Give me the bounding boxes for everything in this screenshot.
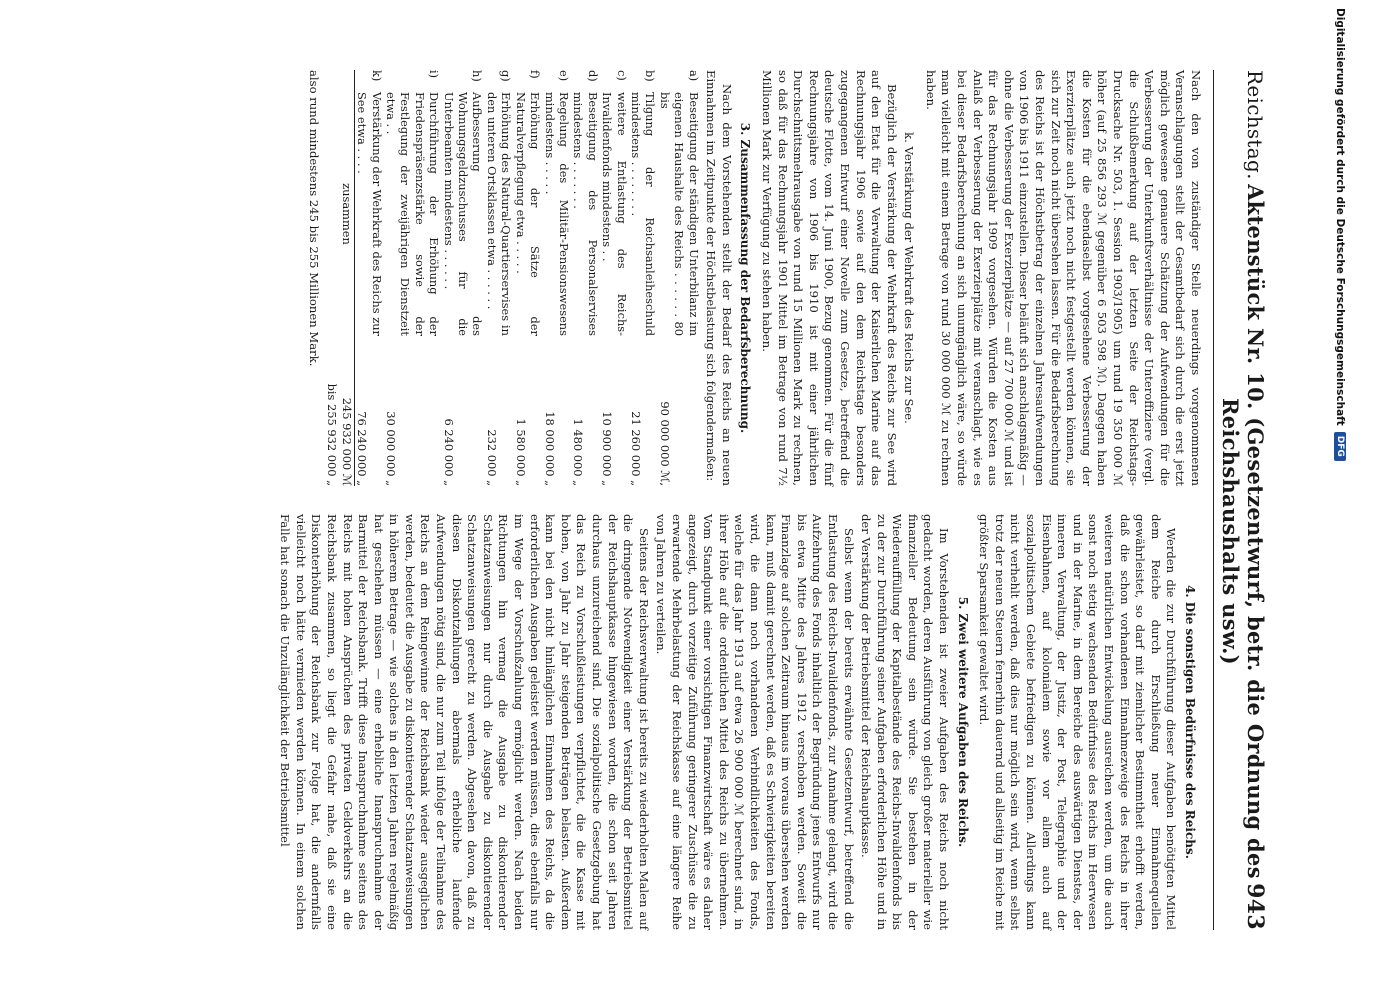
right-column: [275, 514, 1203, 930]
table-row: [354, 70, 383, 486]
item-text: Verstärkung der Wehrkraft des Reichs zur See etwa . . . .: [355, 92, 384, 336]
table-row: [485, 70, 514, 486]
item-label: a): [686, 70, 701, 82]
item-amount: 30 000 000 „: [384, 411, 399, 486]
sum-label: zusammen: [339, 92, 354, 336]
item-label: g): [499, 70, 514, 82]
table-row: [657, 70, 700, 486]
item-label: k): [369, 70, 384, 82]
header-left: Reichstag.: [1243, 70, 1267, 180]
credit-text: Digitalisierung gefördert durch die Deutsche Forschungsgemeinschaft: [1334, 8, 1346, 426]
item-text: weitere Entlastung des Reichs-Invalidenfonds mindestens . .: [600, 92, 629, 336]
table-row: [629, 70, 658, 486]
item-label: c): [614, 70, 629, 81]
sum-row: [339, 70, 354, 486]
item-label: b): [643, 70, 658, 82]
final-sentence: also rund mindestens 245 bis 255 Millionen Mark.: [307, 70, 322, 367]
section-4-title: 4. Die sonstigen Bedürfnisse des Reichs.: [1183, 585, 1197, 859]
page-number: 943: [1242, 883, 1268, 930]
item-amount: 10 900 000 „: [600, 411, 615, 486]
paragraph: Werden die zur Durchführung dieser Aufgaben benötigten Mittel dem Reiche durch Erschließung neuer Einnahmequellen gewährleistet, so darf mit ziemlicher Bestimmtheit erhofft werden, daß die schon vorhandenen Einnahmezweige des Reichs in ihrer weiteren natürlichen Entwickelung ausreichen werden, um die auch sonst noch stetig wachsenden Bedürfnisse des Reichs im Heerwesen und in der Marine, in dem Bereiche des auswärtigen Dienstes, der inneren Verwaltung, der Justiz, der Post, Telegraphie und der Eisenbahnen, auf kolonialem sowie vor allem auch auf sozialpolitischem Gebiete befriedigen zu können. Allerdings kann nicht verhehlt werden, daß dies nur möglich sein wird, wenn selbst trotz der neuen Steuern fernerhin dauernd und allseitig im Reiche mit größter Sparsamkeit gewaltet wird.: [977, 514, 1179, 930]
item-label: e): [556, 70, 571, 82]
item-amount: 1 480 000 „: [571, 418, 586, 486]
item-amount: 76 240 000 „: [355, 411, 370, 486]
item-amount: 90 000 000 ℳ,: [657, 401, 672, 486]
two-column-body: [275, 70, 1203, 930]
table-row: [600, 70, 629, 486]
section-5-title: 5. Zwei weitere Aufgaben des Reichs.: [955, 596, 970, 848]
item-amount: 232 000 „: [484, 429, 499, 486]
item-text: Beseitigung der ständigen Unterbilanz im eigenen Haushalte des Reichs . . . . . . 80 bis: [657, 92, 701, 336]
sum-amount: 245 932 000 ℳ: [339, 336, 354, 486]
item-text: Aufbesserung des Wohnungsgeldzuschusses für die Unterbeamten mindestens . . . . . .: [441, 92, 485, 336]
item-text: Erhöhung der Sätze der Naturalverpflegung etwa . . . . .: [513, 92, 543, 336]
paragraph: Selbst wenn der bereits erwähnte Gesetzentwurf, betreffend die Entlastung des Reichs-Invalidenfonds, zur Annahme gelangt, wird die Aufzehrung des Fonds inhaltlich der Begründung jenes Entwurfs nur bis etwa Mitte des Jahres 1912 verschoben werden. Soweit die Finanzlage auf solchen Zeitraum hinaus im voraus übersehen werden kann, muß damit gerechnet werden, daß es Schwierigkeiten bereiten wird, die dann noch vorhandenen Verbindlichkeiten des Fonds, welche für das Jahr 1913 auf etwa 26 900 000 ℳ berechnet sind, in ihrer Höhe auf die ordentlichen Mittel des Reichs zu übernehmen. Vom Standpunkt einer vorsichtigen Finanzwirtschaft wäre es daher angezeigt, durch vorzeitige Zuführung geringerer Zuschüsse die zu erwartende Mehrbelastung der Reichskasse auf eine längere Reihe von Jahren zu verteilen.: [654, 514, 856, 930]
rotated-page-content: [30, 0, 1320, 1000]
item-text: Durchführung der Erhöhung der Friedenspräsenzstärke sowie der Festlegung der zweijährigen Dienstzeit etwa . .: [384, 92, 442, 336]
table-row: [384, 70, 442, 486]
item-amount: 18 000 000 „: [542, 411, 557, 486]
digitization-credit: [1328, 8, 1352, 1000]
paragraph: Bezüglich der Verstärkung der Wehrkraft des Reichs zur See wird auf den Etat für die Verwaltung der Kaiserlichen Marine auf das Rechnungsjahr 1906 sowie auf den dem Reichstage besonders zugegangenen Entwurf einer Novelle zum Gesetze, betreffend die deutsche Flotte, vom 14. Juni 1900, Bezug genommen. Für die fünf Rechnungsjahre von 1906 bis 1910 ist mit einer jährlichen Durchschnittsmehrausgabe von rund 15 Millionen Mark zu rechnen, so daß für das Rechnungsjahr 1901 Mittel im Betrage von rund 7½ Millionen Mark zur Verfügung zu stehen haben.: [759, 70, 899, 486]
item-amount: 21 260 000 „: [628, 411, 643, 486]
item-amount: 1 580 000 „: [513, 418, 528, 486]
item-text: Regelung des Militär-Pensionswesens mindestens . . . . .: [542, 92, 571, 336]
page-header: [1213, 70, 1268, 930]
item-label: i): [427, 70, 442, 79]
sum-amount-upper: bis 255 932 000 „: [325, 383, 340, 486]
paragraph: Nach dem Vorstehenden stellt der Bedarf des Reichs an neuen Einnahmen im Zeitpunkte der Höchstbelastung sich folgendermaßen:: [704, 70, 734, 486]
item-label: h): [470, 70, 485, 82]
left-column: [275, 70, 1203, 486]
item-label: f): [528, 70, 543, 79]
table-row: [571, 70, 600, 486]
item-amount: 6 240 000 „: [441, 418, 456, 486]
sum-row-upper: [325, 70, 339, 486]
paragraph: Seitens der Reichsverwaltung ist bereits zu wiederholten Malen auf die dringende Notwendigkeit einer Verstärkung der Betriebsmittel der Reichshauptkasse hingewiesen worden, die schon seit Jahren durchaus unzureichend sind. Die sozialpolitische Gesetzgebung hat das Reich zu Vorschußleistungen verpflichtet, die die Kasse mit hohen, von Jahr zu Jahr steigenden Beträgen belasten. Außerdem kann bei den nicht hinlänglichen Einnahmen des Reichs, da die erforderlichen Ausgaben geleistet werden müssen, dies ebenfalls nur im Wege der Vorschußzahlung ermöglicht werden. Nach beiden Richtungen hin vermag die Ausgabe zu diskontierender Schatzanweisungen nur durch die Ausgabe zu diskontierender Schatzanweisungen gerecht zu werden. Abgesehen davon, daß zu diesen Diskontzahlungen abermals erhebliche laufende Aufwendungen nötig sind, die nur zum Teil infolge der Teilnahme des Reichs an dem Reingewinne der Reichsbank wieder ausgeglichen werden, bedeutet die Ausgabe zu diskontierender Schatzanweisungen in höherem Betrage — wie solches in den letzten Jahren regelmäßig hat geschehen müssen — eine erhebliche Inanspruchnahme der Barmittel der Reichsbank. Trifft diese Inanspruchnahme seitens des Reichs mit hohen Ansprüchen des privaten Geldverkehrs an die Reichsbank zusammen, so liegt die Gefahr nahe, daß sie eine Diskonterhöhung der Reichsbank zur Folge hat, die andernfalls vielleicht noch hätte vermieden werden können. In einem solchen Falle hat sonach die Unzulänglichkeit der Betriebsmittel: [278, 514, 651, 930]
header-title: Aktenstück Nr. 10. (Gesetzentwurf, betr. die Ordnung des Reichshaushalts usw.): [1218, 184, 1268, 879]
dfg-logo: DFG: [1334, 432, 1346, 461]
budget-items-table: [325, 70, 701, 486]
item-text: Erhöhung des Natural-Quartierservises in den unteren Ortsklassen etwa . . . . . .: [484, 92, 514, 336]
item-text: Beseitigung des Personalservises mindestens . . . . . . .: [571, 92, 600, 336]
table-row: [542, 70, 571, 486]
table-row: [513, 70, 542, 486]
item-text: Tilgung der Reichsanleiheschuld mindestens . . . . . . . .: [628, 92, 658, 336]
paragraph: Im Vorstehenden ist zweier Aufgaben des Reichs noch nicht gedacht worden, deren Ausführung von gleich großer materieller wie finanzieller Bedeutung sein würde. Sie bestehen in der Wiederauffüllung der Kapitalbestände des Reichs-Invalidenfonds bis zu der zur Durchführung seiner Aufgaben erforderlichen Höhe und in der Verstärkung der Betriebsmittel der Reichshauptkasse.: [859, 514, 952, 930]
paragraph: Nach den von zuständiger Stelle neuerdings vorgenommenen Veranschlagungen stellt der Gesamtbedarf sich durch die erst jetzt möglich gewesene genauere Schätzung der Aufwendungen für die Verbesserung der Unterkunftsverhältnisse der Unteroffiziere (vergl. die Schlußbemerkung auf der letzten Seite der Reichstags-Drucksache Nr. 503, 1. Session 1903/1905) um rund 19 350 000 ℳ höher (auf 25 856 293 ℳ gegenüber 6 503 598 ℳ). Dagegen haben die Kosten für die ebendaselbst vorgesehene Verbesserung der Exerzierplätze auch jetzt noch nicht festgestellt werden können, sie sich zur Zeit noch nicht übersehen lassen. Für die Bedarfsberechnung des Reichs ist der Höchstbetrag der einzelnen Jahresaufwendungen von 1906 bis 1911 einzustellen. Dieser beläuft sich anschlagsmäßig — ohne die Verbesserung der Exerzierplätze — auf 27 700 000 ℳ und ist für das Rechnungsjahr 1909 vorgesehen. Würden die Kosten aus Anlaß der Verbesserung der Exerzierplätze mit veranschlagt, wie es bei dieser Bedarfsberechnung an sich unumgänglich wäre, so würde man vielleicht mit einem Betrage von rund 30 000 000 ℳ zu rechnen haben.: [923, 70, 1203, 486]
section-3-title: 3. Zusammenfassung der Bedarfsberechnung.: [738, 122, 753, 434]
item-label: d): [585, 70, 600, 82]
section-k-title: k. Verstärkung der Wehrkraft des Reichs zur See.: [902, 132, 917, 424]
table-row: [441, 70, 484, 486]
